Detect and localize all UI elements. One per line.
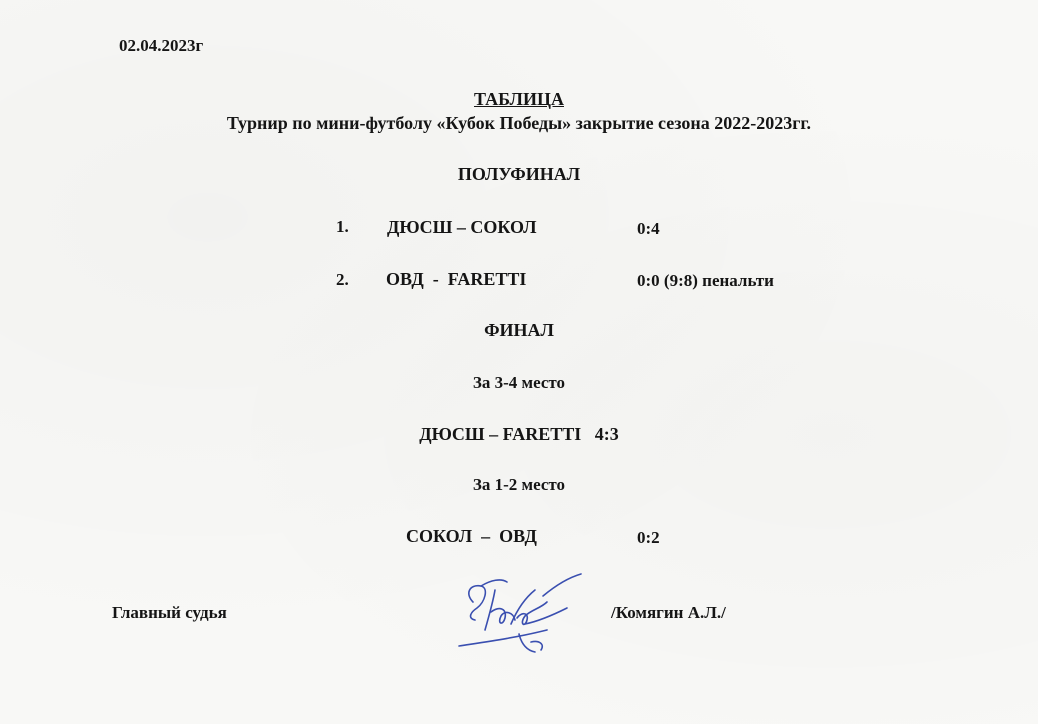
semifinal-match-2-score: 0:0 (9:8) пенальти — [637, 271, 774, 290]
chief-judge-name: /Комягин А.Л./ — [611, 603, 726, 622]
semifinal-match-1-teams: ДЮСШ – СОКОЛ — [387, 217, 537, 237]
first-place-match-score: 0:2 — [637, 528, 660, 547]
judge-signature — [455, 572, 590, 662]
chief-judge-label: Главный судья — [112, 603, 227, 622]
semifinal-match-2-teams: ОВД - FARETTI — [386, 269, 527, 289]
final-heading: ФИНАЛ — [484, 320, 554, 340]
first-place-match-teams: СОКОЛ – ОВД — [406, 526, 537, 546]
document-subtitle: Турнир по мини-футболу «Кубок Победы» закрытие сезона 2022-2023гг. — [226, 113, 812, 133]
third-place-label: За 3-4 место — [472, 373, 566, 392]
semifinal-match-1-score: 0:4 — [637, 219, 660, 238]
document-date: 02.04.2023г — [119, 36, 204, 55]
third-place-match: ДЮСШ – FARETTI 4:3 — [419, 424, 619, 444]
document-title: ТАБЛИЦА — [474, 89, 564, 109]
semifinal-match-2-number: 2. — [336, 270, 349, 289]
first-place-label: За 1-2 место — [472, 475, 566, 494]
semifinal-heading: ПОЛУФИНАЛ — [457, 164, 581, 184]
semifinal-match-1-number: 1. — [336, 217, 349, 236]
